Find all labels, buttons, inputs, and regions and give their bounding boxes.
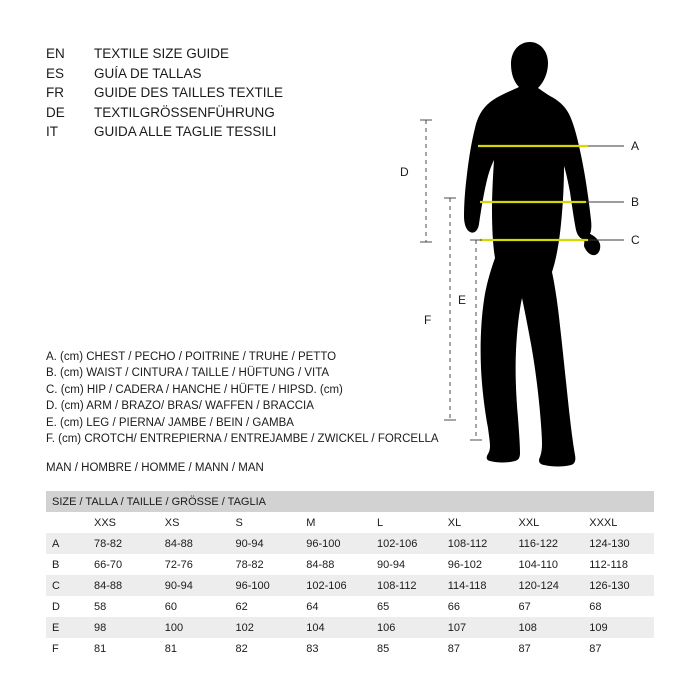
language-row-es <box>46 64 283 84</box>
cell-e-s: 102 <box>230 617 301 638</box>
cell-e-xxs: 98 <box>88 617 159 638</box>
cell-e-l: 106 <box>371 617 442 638</box>
cell-b-xxs: 66-70 <box>88 554 159 575</box>
header-cell-xxxl: XXXL <box>583 512 654 533</box>
header-cell-xxl: XXL <box>513 512 584 533</box>
cell-c-xl: 114-118 <box>442 575 513 596</box>
table-row <box>46 638 654 659</box>
language-title-block <box>46 44 283 142</box>
cell-c-xxl: 120-124 <box>513 575 584 596</box>
leader-lines-right <box>586 146 624 240</box>
row-label-c: C <box>46 575 88 596</box>
cell-e-xxl: 108 <box>513 617 584 638</box>
header-cell-l: L <box>371 512 442 533</box>
row-label-e: E <box>46 617 88 638</box>
body-measurement-diagram <box>380 24 680 474</box>
table-caption-row <box>46 491 654 512</box>
cell-b-s: 78-82 <box>230 554 301 575</box>
table-caption: SIZE / TALLA / TAILLE / GRÖSSE / TAGLIA <box>46 491 654 512</box>
cell-f-xxxl: 87 <box>583 638 654 659</box>
language-code-fr: FR <box>46 85 64 100</box>
header-cell-s: S <box>230 512 301 533</box>
language-row-en <box>46 44 283 64</box>
row-label-d: D <box>46 596 88 617</box>
cell-b-xxl: 104-110 <box>513 554 584 575</box>
table-row <box>46 533 654 554</box>
cell-c-xxxl: 126-130 <box>583 575 654 596</box>
legend-item-a: A. (cm) CHEST / PECHO / POITRINE / TRUHE / PETTO <box>46 351 337 363</box>
language-text-it: GUIDA ALLE TAGLIE TESSILI <box>94 124 277 139</box>
cell-f-s: 82 <box>230 638 301 659</box>
cell-b-m: 84-88 <box>300 554 371 575</box>
cell-f-xxs: 81 <box>88 638 159 659</box>
legend-item-d: D. (cm) ARM / BRAZO/ BRAS/ WAFFEN / BRACCIA <box>46 400 314 413</box>
legend-item-b: B. (cm) WAIST / CINTURA / TAILLE / HÜFTUNG / VITA <box>46 367 330 380</box>
row-label-a: A <box>46 533 88 554</box>
cell-c-xxs: 84-88 <box>88 575 159 596</box>
language-text-es: GUÍA DE TALLAS <box>94 65 202 81</box>
row-label-b: B <box>46 554 88 575</box>
cell-e-xxxl: 109 <box>583 617 654 638</box>
marker-label-a: A <box>631 139 640 153</box>
cell-f-m: 83 <box>300 638 371 659</box>
cell-f-xl: 87 <box>442 638 513 659</box>
header-cell-xxs: XXS <box>88 512 159 533</box>
cell-a-xs: 84-88 <box>159 533 230 554</box>
cell-a-xxxl: 124-130 <box>583 533 654 554</box>
header-cell-m: M <box>300 512 371 533</box>
language-code-it: IT <box>46 124 58 139</box>
language-text-de: TEXTILGRÖSSENFÜHRUNG <box>94 104 275 120</box>
cell-d-xxl: 67 <box>513 596 584 617</box>
cell-c-l: 108-112 <box>371 575 442 596</box>
cell-b-xl: 96-102 <box>442 554 513 575</box>
cell-a-xxs: 78-82 <box>88 533 159 554</box>
cell-a-m: 96-100 <box>300 533 371 554</box>
header-cell-xs: XS <box>159 512 230 533</box>
language-code-de: DE <box>46 104 65 120</box>
header-cell-blank <box>46 512 88 533</box>
language-code-es: ES <box>46 65 65 81</box>
cell-e-m: 104 <box>300 617 371 638</box>
table-row <box>46 596 654 617</box>
cell-a-l: 102-106 <box>371 533 442 554</box>
marker-label-c: C <box>631 233 640 247</box>
marker-label-e: E <box>458 293 467 307</box>
cell-d-xs: 60 <box>159 596 230 617</box>
cell-d-xxxl: 68 <box>583 596 654 617</box>
language-text-fr: GUIDE DES TAILLES TEXTILE <box>94 85 284 100</box>
marker-label-f: F <box>424 313 432 327</box>
language-row-de <box>46 103 283 123</box>
table-row <box>46 617 654 638</box>
header-cell-xl: XL <box>442 512 513 533</box>
man-silhouette-icon <box>464 42 600 467</box>
cell-b-xs: 72-76 <box>159 554 230 575</box>
cell-d-m: 64 <box>300 596 371 617</box>
table-header-row <box>46 512 654 533</box>
cell-d-xxs: 58 <box>88 596 159 617</box>
cell-c-s: 96-100 <box>230 575 301 596</box>
cell-e-xs: 100 <box>159 617 230 638</box>
cell-f-xs: 81 <box>159 638 230 659</box>
legend-item-f: F. (cm) CROTCH/ ENTREPIERNA / ENTREJAMBE / ZWICKEL / FORCELLA <box>46 433 439 446</box>
cell-f-l: 85 <box>371 638 442 659</box>
legend-item-c: C. (cm) HIP / CADERA / HANCHE / HÜFTE / HIPSD. (cm) <box>46 383 343 396</box>
cell-a-s: 90-94 <box>230 533 301 554</box>
cell-c-m: 102-106 <box>300 575 371 596</box>
legend-item-e: E. (cm) LEG / PIERNA/ JAMBE / BEIN / GAMBA <box>46 416 294 429</box>
size-table-wrap <box>46 491 654 659</box>
size-table <box>46 491 654 659</box>
cell-a-xxl: 116-122 <box>513 533 584 554</box>
table-row <box>46 554 654 575</box>
cell-f-xxl: 87 <box>513 638 584 659</box>
language-code-en: EN <box>46 46 65 61</box>
table-row <box>46 575 654 596</box>
language-text-en: TEXTILE SIZE GUIDE <box>94 46 230 61</box>
cell-d-l: 65 <box>371 596 442 617</box>
cell-b-l: 90-94 <box>371 554 442 575</box>
cell-e-xl: 107 <box>442 617 513 638</box>
cell-a-xl: 108-112 <box>442 533 513 554</box>
language-row-fr <box>46 83 283 103</box>
row-label-f: F <box>46 638 88 659</box>
marker-label-d: D <box>400 165 409 179</box>
language-row-it <box>46 122 283 142</box>
cell-d-s: 62 <box>230 596 301 617</box>
cell-b-xxxl: 112-118 <box>583 554 654 575</box>
cell-c-xs: 90-94 <box>159 575 230 596</box>
cell-d-xl: 66 <box>442 596 513 617</box>
gender-label: MAN / HOMBRE / HOMME / MANN / MAN <box>46 462 264 474</box>
marker-label-b: B <box>631 195 640 209</box>
